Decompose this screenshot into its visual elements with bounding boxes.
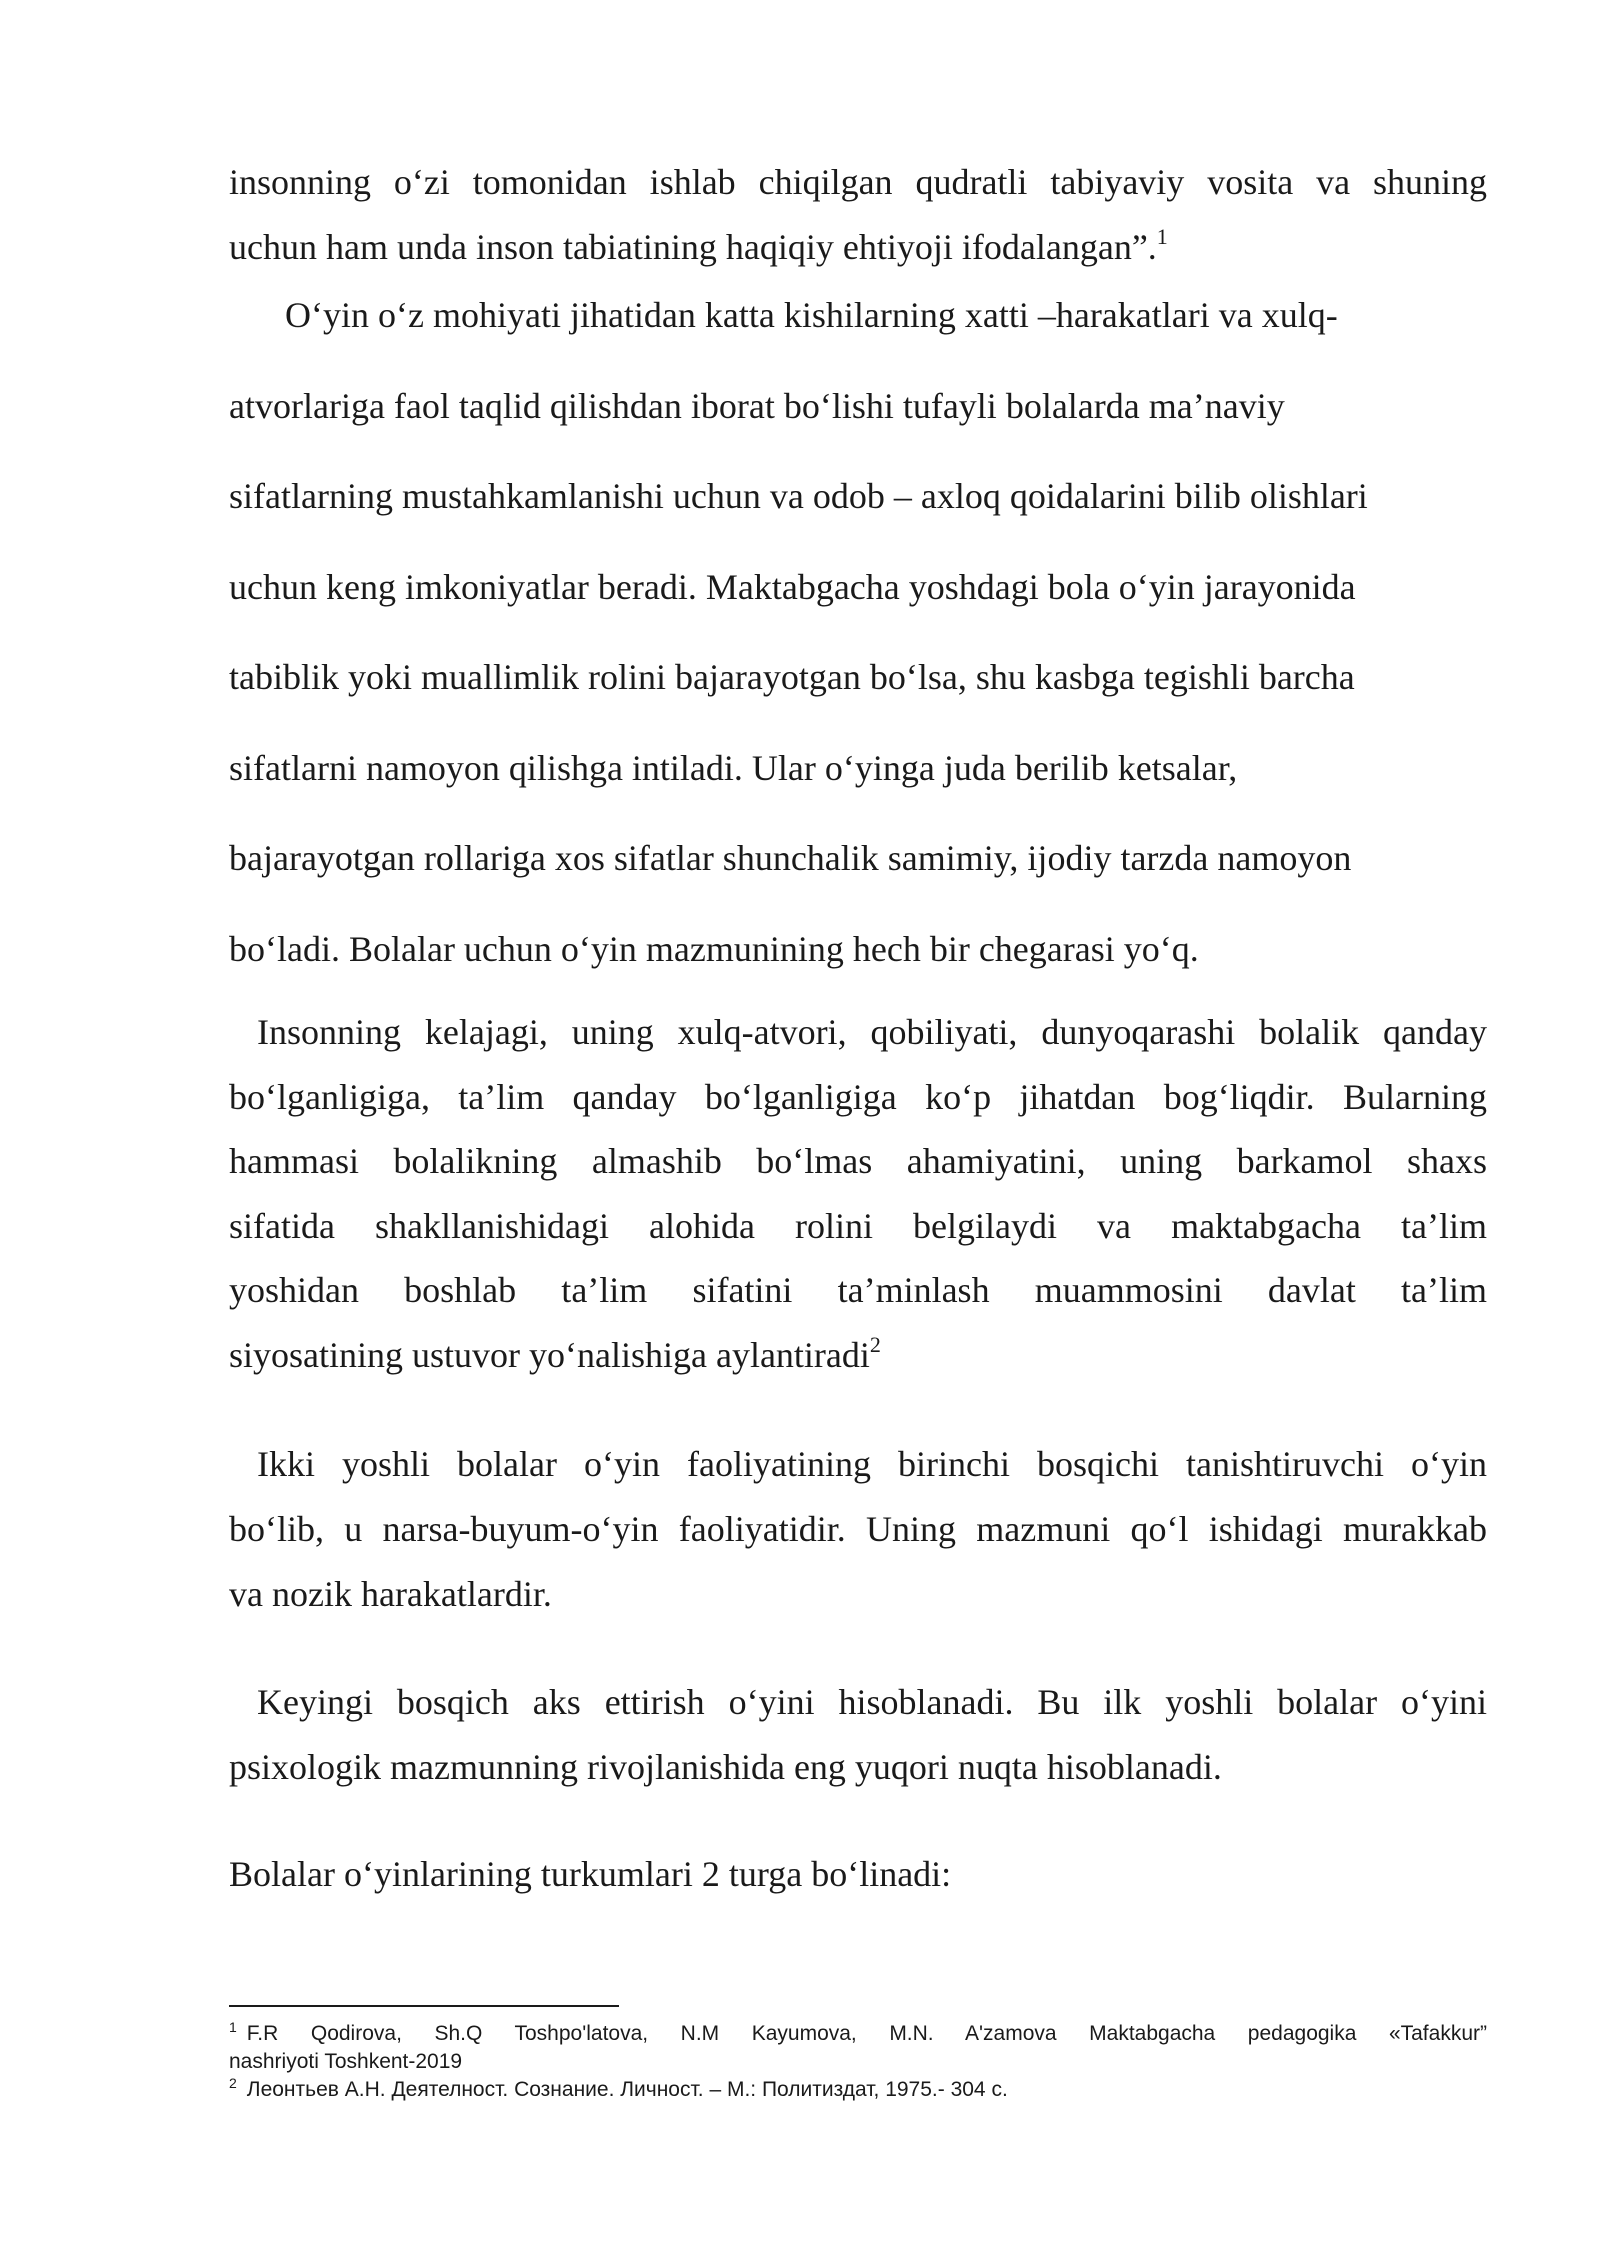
text-line: uchun keng imkoniyatlar beradi. Maktabgacha yoshdagi bola o‘yin jarayonida — [229, 566, 1356, 607]
footnote-reference[interactable]: 1 — [1156, 224, 1168, 249]
text-line: hammasi bolalikning almashib bo‘lmas ahamiyatini, uning barkamol shaxs — [229, 1141, 1487, 1181]
text-line: psixologik mazmunning rivojlanishida eng yuqori nuqta hisoblanadi. — [229, 1747, 1222, 1787]
text-line: bo‘lganligiga, ta’lim qanday bo‘lganligiga ko‘p jihatdan bog‘liqdir. Bularning — [229, 1076, 1487, 1117]
footnote-mark: 2 — [229, 2075, 237, 2091]
text-line: atvorlariga faol taqlid qilishdan iborat bo‘lishi tufayli bolalarda ma’naviy — [229, 385, 1285, 426]
text-line: uchun ham unda inson tabiatining haqiqiy ehtiyoji ifodalangan”. — [229, 227, 1157, 267]
text-line: sifatlarning mustahkamlanishi uchun va odob – axloq qoidalarini bilib olishlari — [229, 476, 1368, 516]
footnote-line: nashriyoti Toshkent-2019 — [229, 2050, 463, 2073]
text-line: O‘yin o‘z mohiyati jihatidan katta kishilarning xatti –harakatlari va xulq- — [285, 295, 1338, 335]
footnote-1 — [229, 2020, 1487, 2076]
text-line: sifatlarni namoyon qilishga intiladi. Ular o‘yinga juda berilib ketsalar, — [229, 747, 1238, 788]
footnote-mark: 1 — [229, 2019, 237, 2035]
text-line: bo‘lib, u narsa-buyum-o‘yin faoliyatidir. Uning mazmuni qo‘l ishidagi murakkab — [229, 1509, 1487, 1549]
text-line: siyosatining ustuvor yo‘nalishiga aylantiradi — [229, 1334, 870, 1375]
text-line: Insonning kelajagi, uning xulq-atvori, qobiliyati, dunyoqarashi bolalik qanday — [257, 1012, 1487, 1052]
paragraph-play-essence — [229, 270, 1487, 994]
footnotes-section — [229, 2020, 1487, 2104]
text-line: tabiblik yoki muallimlik rolini bajarayotgan bo‘lsa, shu kasbga tegishli barcha — [229, 657, 1355, 697]
paragraph-game-types — [229, 1842, 1487, 1907]
paragraph-continuation — [229, 150, 1487, 280]
footnote-separator — [229, 2005, 619, 2007]
footnote-reference[interactable]: 2 — [869, 1331, 881, 1357]
text-line: Bolalar o‘yinlarining turkumlari 2 turga bo‘linadi: — [229, 1854, 952, 1894]
text-line: va nozik harakatlardir. — [229, 1574, 552, 1614]
paragraph-childhood-future — [229, 1000, 1487, 1387]
footnote-2 — [229, 2076, 1487, 2104]
text-line: Ikki yoshli bolalar o‘yin faoliyatining birinchi bosqichi tanishtiruvchi o‘yin — [257, 1444, 1487, 1484]
text-line: sifatida shakllanishidagi alohida rolini belgilaydi va maktabgacha ta’lim — [229, 1205, 1487, 1246]
footnote-text: F.R Qodirova, Sh.Q Toshpo'latova, N.M Kayumova, M.N. A'zamova Maktabgacha pedagogika «Tafakkur” — [246, 2022, 1487, 2045]
text-line: bajarayotgan rollariga xos sifatlar shunchalik samimiy, ijodiy tarzda namoyon — [229, 838, 1352, 878]
footnote-text: Леонтьев А.Н. Деятелност. Сознание. Личност. – М.: Политиздат, 1975.- 304 с. — [246, 2078, 1008, 2101]
text-line-with-footnote — [229, 1323, 1487, 1388]
footnote-line — [229, 2020, 1487, 2048]
text-line: yoshidan boshlab ta’lim sifatini ta’minlash muammosini davlat ta’lim — [229, 1270, 1487, 1310]
paragraph-next-stage — [229, 1670, 1487, 1800]
footnote-line — [229, 2076, 1487, 2104]
paragraph-two-year-olds — [229, 1432, 1487, 1627]
text-line: bo‘ladi. Bolalar uchun o‘yin mazmunining hech bir chegarasi yo‘q. — [229, 928, 1199, 969]
text-line: Keyingi bosqich aks ettirish o‘yini hisoblanadi. Bu ilk yoshli bolalar o‘yini — [257, 1682, 1487, 1722]
text-line: insonning o‘zi tomonidan ishlab chiqilgan qudratli tabiyaviy vosita va shuning — [229, 162, 1487, 202]
